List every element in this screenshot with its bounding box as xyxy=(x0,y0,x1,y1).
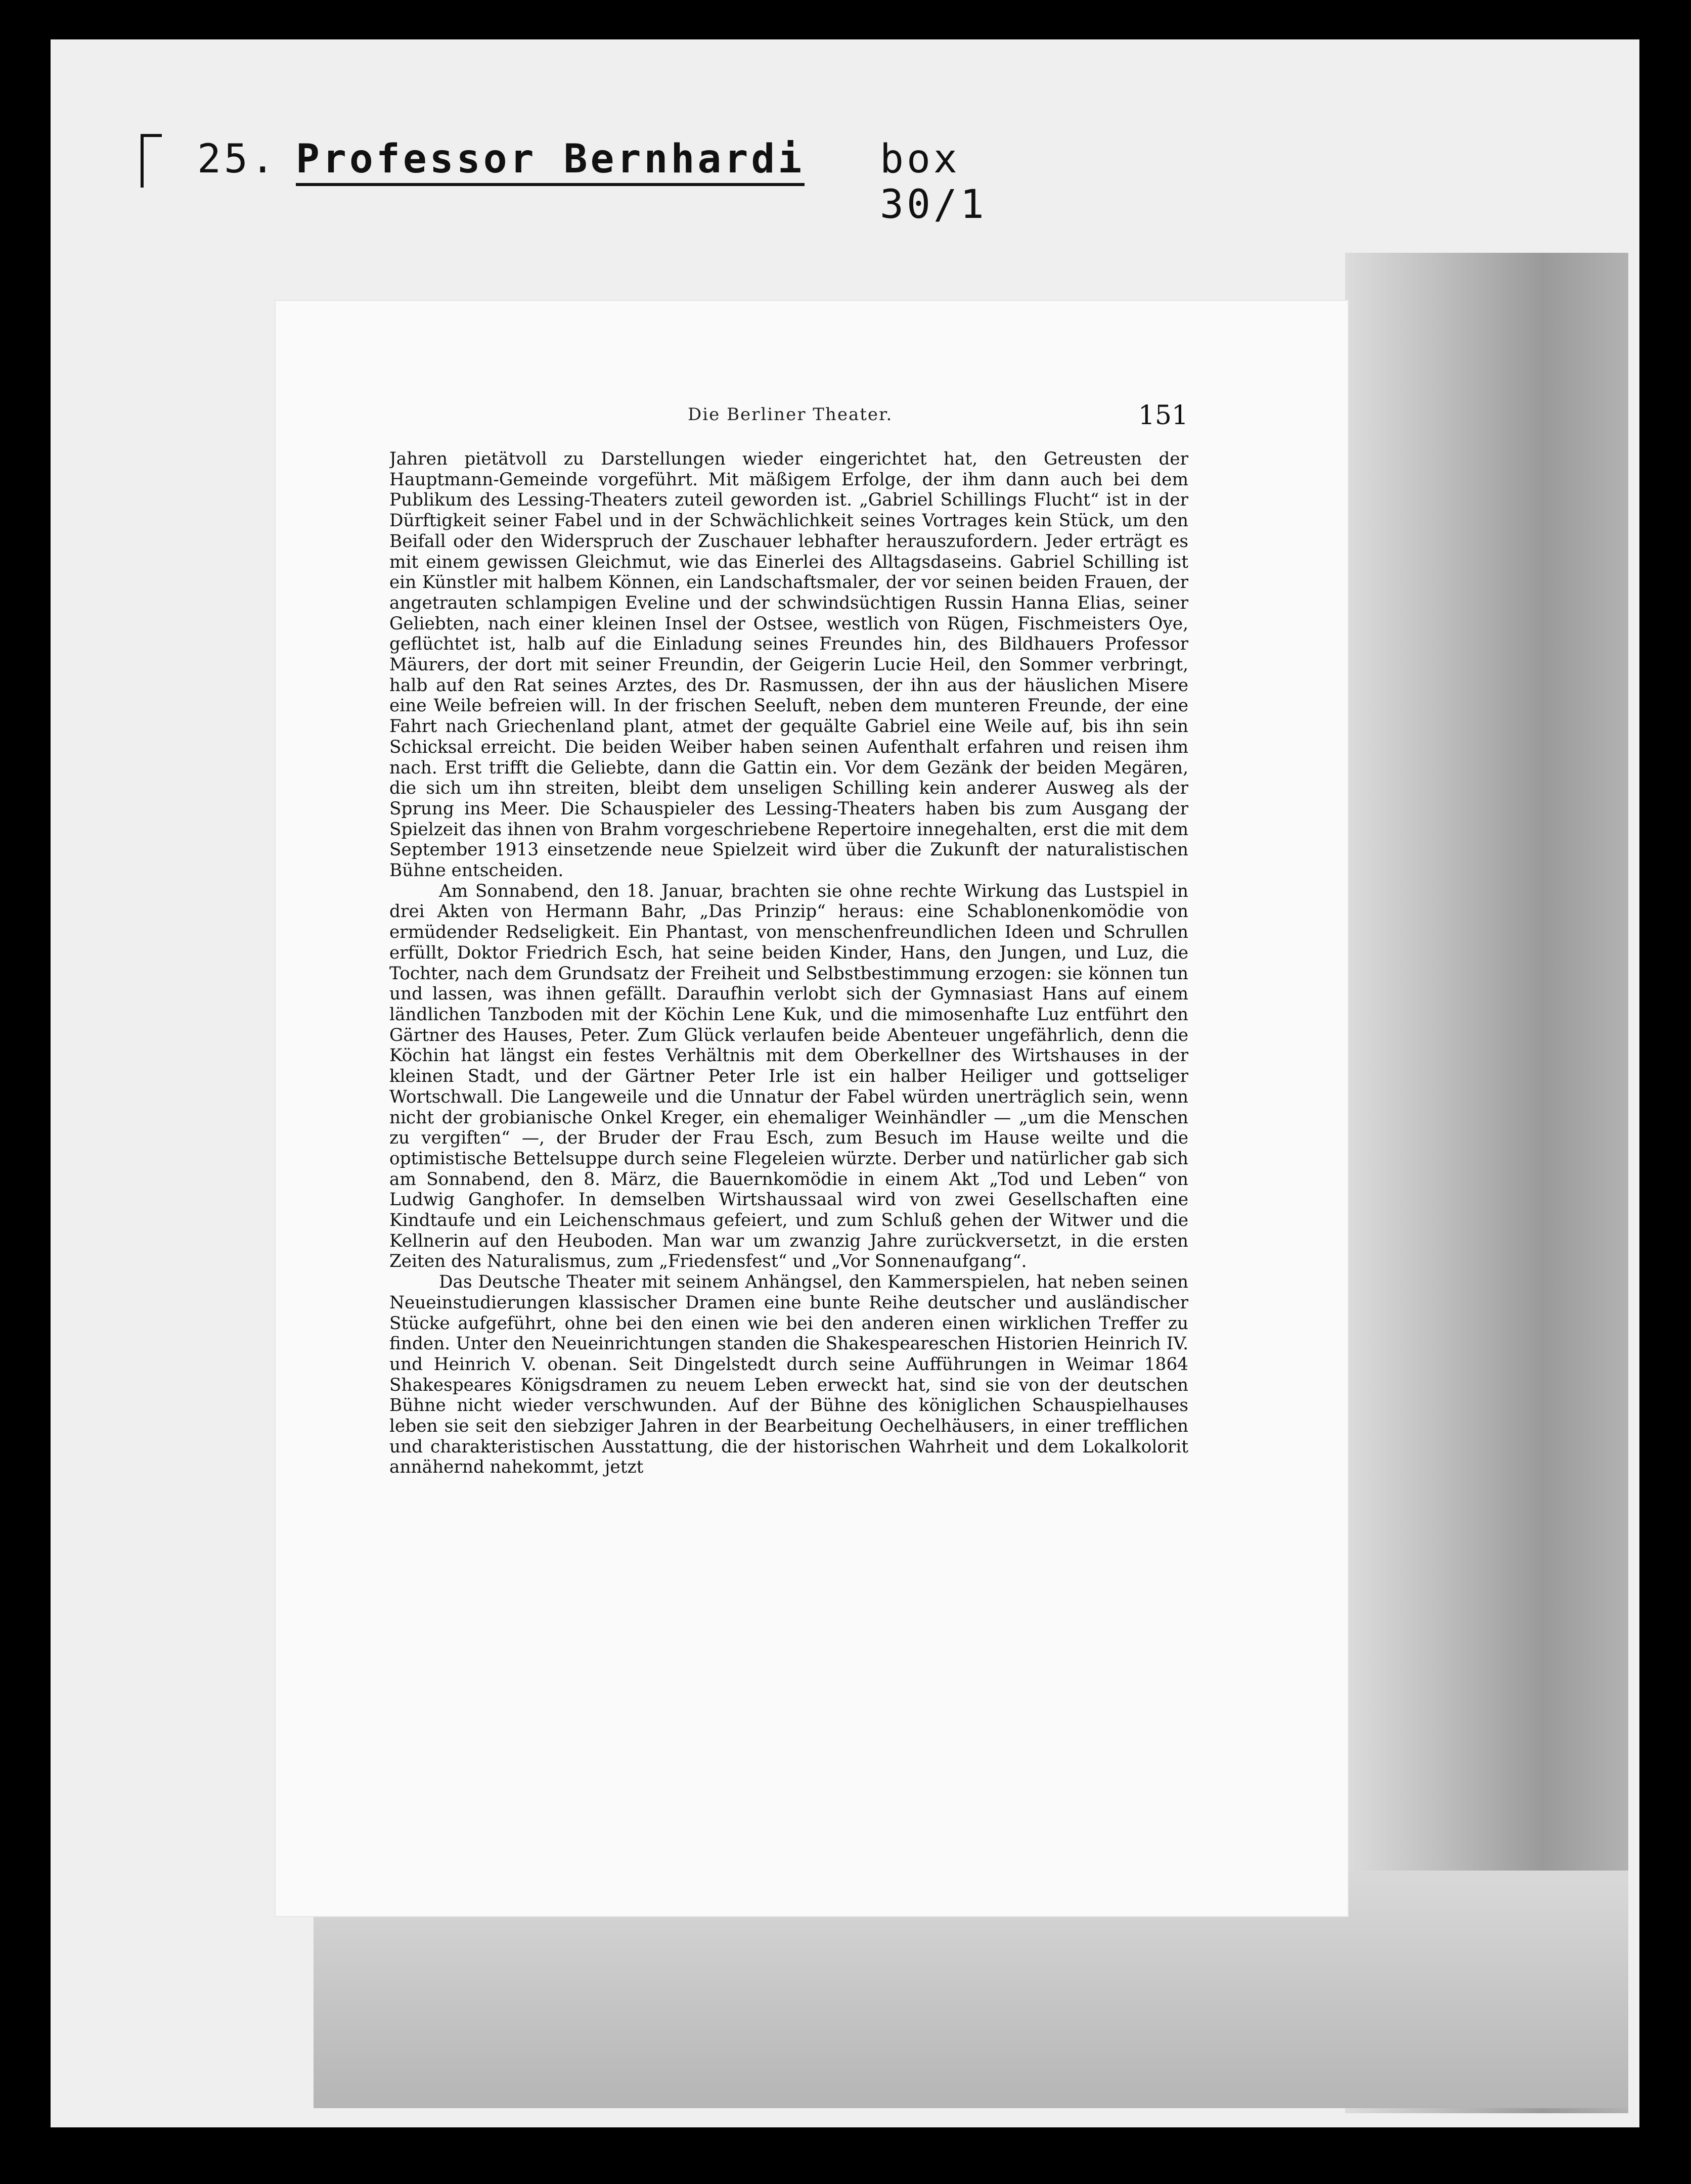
article-body xyxy=(389,449,1188,1733)
shadow-right xyxy=(1345,253,1628,2113)
paragraph: Am Sonnabend, den 18. Januar, brachten sie ohne rechte Wirkung das Lustspiel in drei Akten von Hermann Bahr, „Das Prinzip“ heraus: eine Schablonenkomödie von ermüdender Redseligkeit. Ein Phantast, von menschenfreundlichen Ideen und Schrullen erfüllt, Doktor Friedrich Esch, hat seine beiden Kinder, Hans, den Jungen, und Luz, die Tochter, nach dem Grundsatz der Freiheit und Selbstbestimmung erzogen: sie können tun und lassen, was ihnen gefällt. Daraufhin verlobt sich der Gymnasiast Hans auf einem ländlichen Tanzboden mit der Köchin Lene Kuk, und die mimosenhafte Luz entführt den Gärtner des Hauses, Peter. Zum Glück verlaufen beide Abenteuer ungefährlich, denn die Köchin hat längst ein festes Verhältnis mit dem Oberkellner des Wirtshauses in der kleinen Stadt, und der Gärtner Peter Irle ist ein halber Heiliger und gottseliger Wortschwall. Die Langeweile und die Unnatur der Fabel würden unerträglich sein, wenn nicht der grobianische Onkel Kreger, ein ehemaliger Weinhändler — „um die Menschen zu vergiften“ —, der Bruder der Frau Esch, zum Besuch im Hause weilte und die optimistische Bettelsuppe durch seine Flegeleien würzte. Derber und natürlicher gab sich am Sonnabend, den 8. März, die Bauernkomödie in einem Akt „Tod und Leben“ von Ludwig Ganghofer. In demselben Wirtshaussaal wird von zwei Gesellschaften eine Kindtaufe und ein Leichenschmaus gefeiert, und zum Schluß gehen der Witwer und die Kellnerin auf den Heuboden. Man war um zwanzig Jahre zurückversetzt, in die ersten Zeiten des Naturalismus, zum „Friedensfest“ und „Vor Sonnenaufgang“. xyxy=(389,881,1188,1272)
paragraph: Das Deutsche Theater mit seinem Anhängsel, den Kammerspielen, hat neben seinen Neueinstudierungen klassischer Dramen eine bunte Reihe deutscher und ausländischer Stücke aufgeführt, ohne bei den einen wie bei den anderen einen wirklichen Treffer zu finden. Unter den Neueinrichtungen standen die Shakespeareschen Historien Heinrich IV. und Heinrich V. obenan. Seit Dingelstedt durch seine Aufführungen in Weimar 1864 Shakespeares Königsdramen zu neuem Leben erweckt hat, sind sie von der deutschen Bühne nicht wieder verschwunden. Auf der Bühne des königlichen Schauspielhauses leben sie seit den siebziger Jahren in der Bearbeitung Oechelhäusers, in einer trefflichen und charakteristischen Ausstattung, die der historischen Wahrheit und dem Lokalkolorit annähernd nahekommt, jetzt xyxy=(389,1272,1188,1478)
folder-title: Professor Bernhardi xyxy=(296,136,805,186)
paragraph: Jahren pietätvoll zu Darstellungen wieder eingerichtet hat, den Getreusten der Hauptmann-Gemeinde vorgeführt. Mit mäßigem Erfolge, der ihm dann auch bei dem Publikum des Lessing-Theaters zuteil geworden ist. „Gabriel Schillings Flucht“ ist in der Dürftigkeit seiner Fabel und in der Schwächlichkeit seines Vortrages kein Stück, um den Beifall oder den Widerspruch der Zuschauer lebhafter herauszufordern. Jeder erträgt es mit einem gewissen Gleichmut, wie das Einerlei des Alltagsdaseins. Gabriel Schilling ist ein Künstler mit halbem Können, ein Landschaftsmaler, der vor seinen beiden Frauen, der angetrauten schlampigen Eveline und der schwindsüchtigen Russin Hanna Elias, seiner Geliebten, nach einer kleinen Insel der Ostsee, westlich von Rügen, Fischmeisters Oye, geflüchtet ist, halb auf die Einladung seines Freundes hin, des Bildhauers Professor Mäurers, der dort mit seiner Freundin, der Geigerin Lucie Heil, den Sommer verbringt, halb auf den Rat seines Arztes, des Dr. Rasmussen, der ihn aus der häuslichen Misere eine Weile befreien will. In der frischen Seeluft, neben dem munteren Freunde, der eine Fahrt nach Griechenland plant, atmet der gequälte Gabriel eine Weile auf, bis ihn sein Schicksal erreicht. Die beiden Weiber haben seinen Aufenthalt erfahren und reisen ihm nach. Erst trifft die Geliebte, dann die Gattin ein. Vor dem Gezänk der beiden Megären, die sich um ihn streiten, bleibt dem unseligen Schilling kein anderer Ausweg als der Sprung ins Meer. Die Schauspieler des Lessing-Theaters haben bis zum Ausgang der Spielzeit das ihnen von Brahm vorgeschriebene Repertoire innegehalten, erst die mit dem September 1913 einsetzende neue Spielzeit wird über die Zukunft der naturalistischen Bühne entscheiden. xyxy=(389,449,1188,881)
box-label: box 30/1 xyxy=(880,136,987,228)
folder-number: 25. xyxy=(197,136,278,182)
archive-header xyxy=(76,63,1037,228)
running-title: Die Berliner Theater. xyxy=(688,404,893,425)
page-number: 151 xyxy=(1138,400,1188,431)
running-head xyxy=(410,400,1188,435)
corner-bracket-icon xyxy=(141,134,162,188)
